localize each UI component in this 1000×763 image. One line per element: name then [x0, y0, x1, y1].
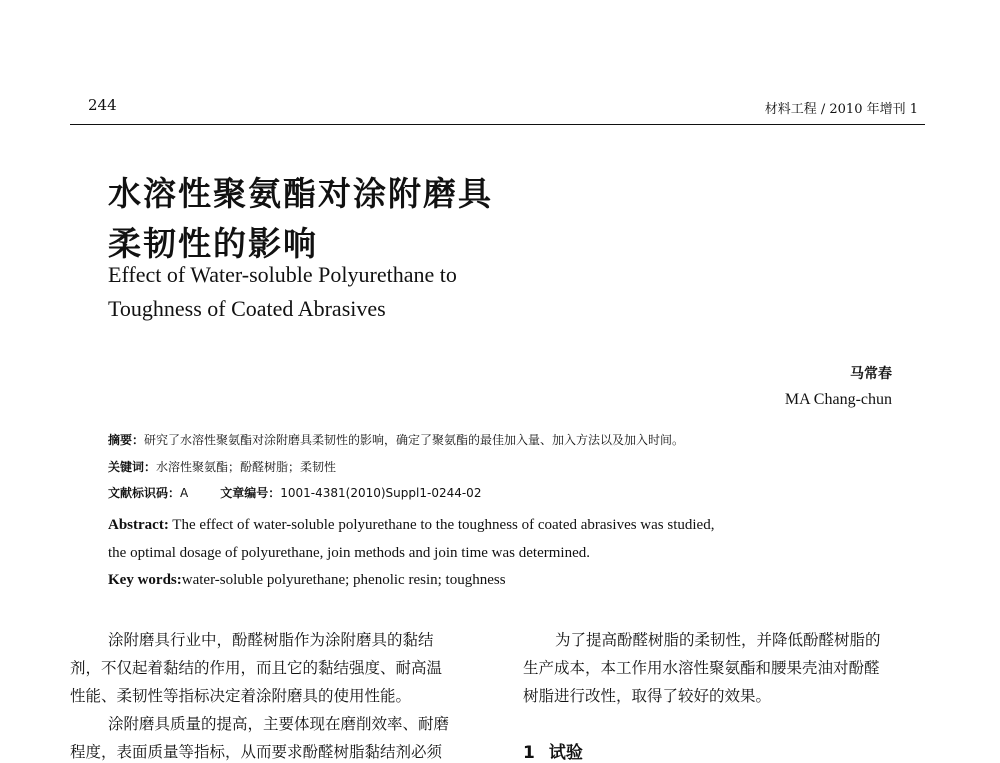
title-chinese-line-2: 柔韧性的影响 [108, 224, 318, 263]
section-heading [523, 738, 583, 763]
abstract-english-line-2: the optimal dosage of polyurethane, join methods and join time was determined. [108, 545, 590, 561]
body-left-line: 涂附磨具行业中，酚醛树脂作为涂附磨具的黏结 [108, 631, 434, 649]
abstract-chinese [108, 431, 684, 448]
keywords-english [108, 572, 506, 589]
doc-code-value: A [180, 486, 189, 500]
keywords-english-label: Key words: [108, 572, 182, 588]
abstract-english-line-1 [108, 517, 714, 534]
title-english-line-2: Toughness of Coated Abrasives [108, 296, 386, 321]
abstract-english-label: Abstract: [108, 517, 169, 533]
abstract-chinese-label: 摘要： [108, 433, 145, 447]
doc-code-label: 文献标识码： [108, 486, 181, 500]
header-divider [70, 124, 925, 125]
body-left-line: 程度，表面质量等指标，从而要求酚醛树脂黏结剂必须 [70, 743, 443, 761]
body-right-line: 生产成本，本工作用水溶性聚氨酯和腰果壳油对酚醛 [523, 659, 880, 677]
keywords-english-text: water-soluble polyurethane; phenolic resin; toughness [181, 572, 506, 588]
body-left-line: 涂附磨具质量的提高，主要体现在磨削效率、耐磨 [108, 715, 450, 733]
page-number: 244 [88, 96, 117, 114]
abstract-chinese-text: 研究了水溶性聚氨酯对涂附磨具柔韧性的影响，确定了聚氨酯的最佳加入量、加入方法以及加入时间。 [144, 433, 685, 447]
author-chinese: 马常春 [850, 366, 892, 382]
keywords-chinese-text: 水溶性聚氨酯；酚醛树脂；柔韧性 [156, 460, 337, 474]
body-right-line: 为了提高酚醛树脂的柔韧性，并降低酚醛树脂的 [555, 631, 881, 649]
body-right-line: 树脂进行改性，取得了较好的效果。 [523, 687, 772, 705]
body-left-line: 剂，不仅起着黏结的作用，而且它的黏结强度、耐高温 [70, 659, 443, 677]
body-left-line: 性能、柔韧性等指标决定着涂附磨具的使用性能。 [70, 687, 412, 705]
title-chinese-line-1: 水溶性聚氨酯对涂附磨具 [108, 174, 493, 213]
classification-line [108, 484, 481, 501]
article-number-value: 1001-4381(2010)Suppl1-0244-02 [280, 486, 482, 500]
author-english: MA Chang-chun [784, 391, 892, 408]
title-english-line-1: Effect of Water-soluble Polyurethane to [108, 262, 457, 287]
abstract-english-text-1: The effect of water-soluble polyurethane to the toughness of coated abrasives was studied, [168, 517, 715, 533]
keywords-chinese [108, 458, 336, 475]
article-number-label: 文章编号： [220, 486, 281, 500]
section-number: 1 [523, 743, 535, 763]
journal-header: 材料工程 / 2010 年增刊 1 [764, 102, 918, 117]
section-title: 试验 [548, 743, 583, 763]
keywords-chinese-label: 关键词： [108, 460, 157, 474]
